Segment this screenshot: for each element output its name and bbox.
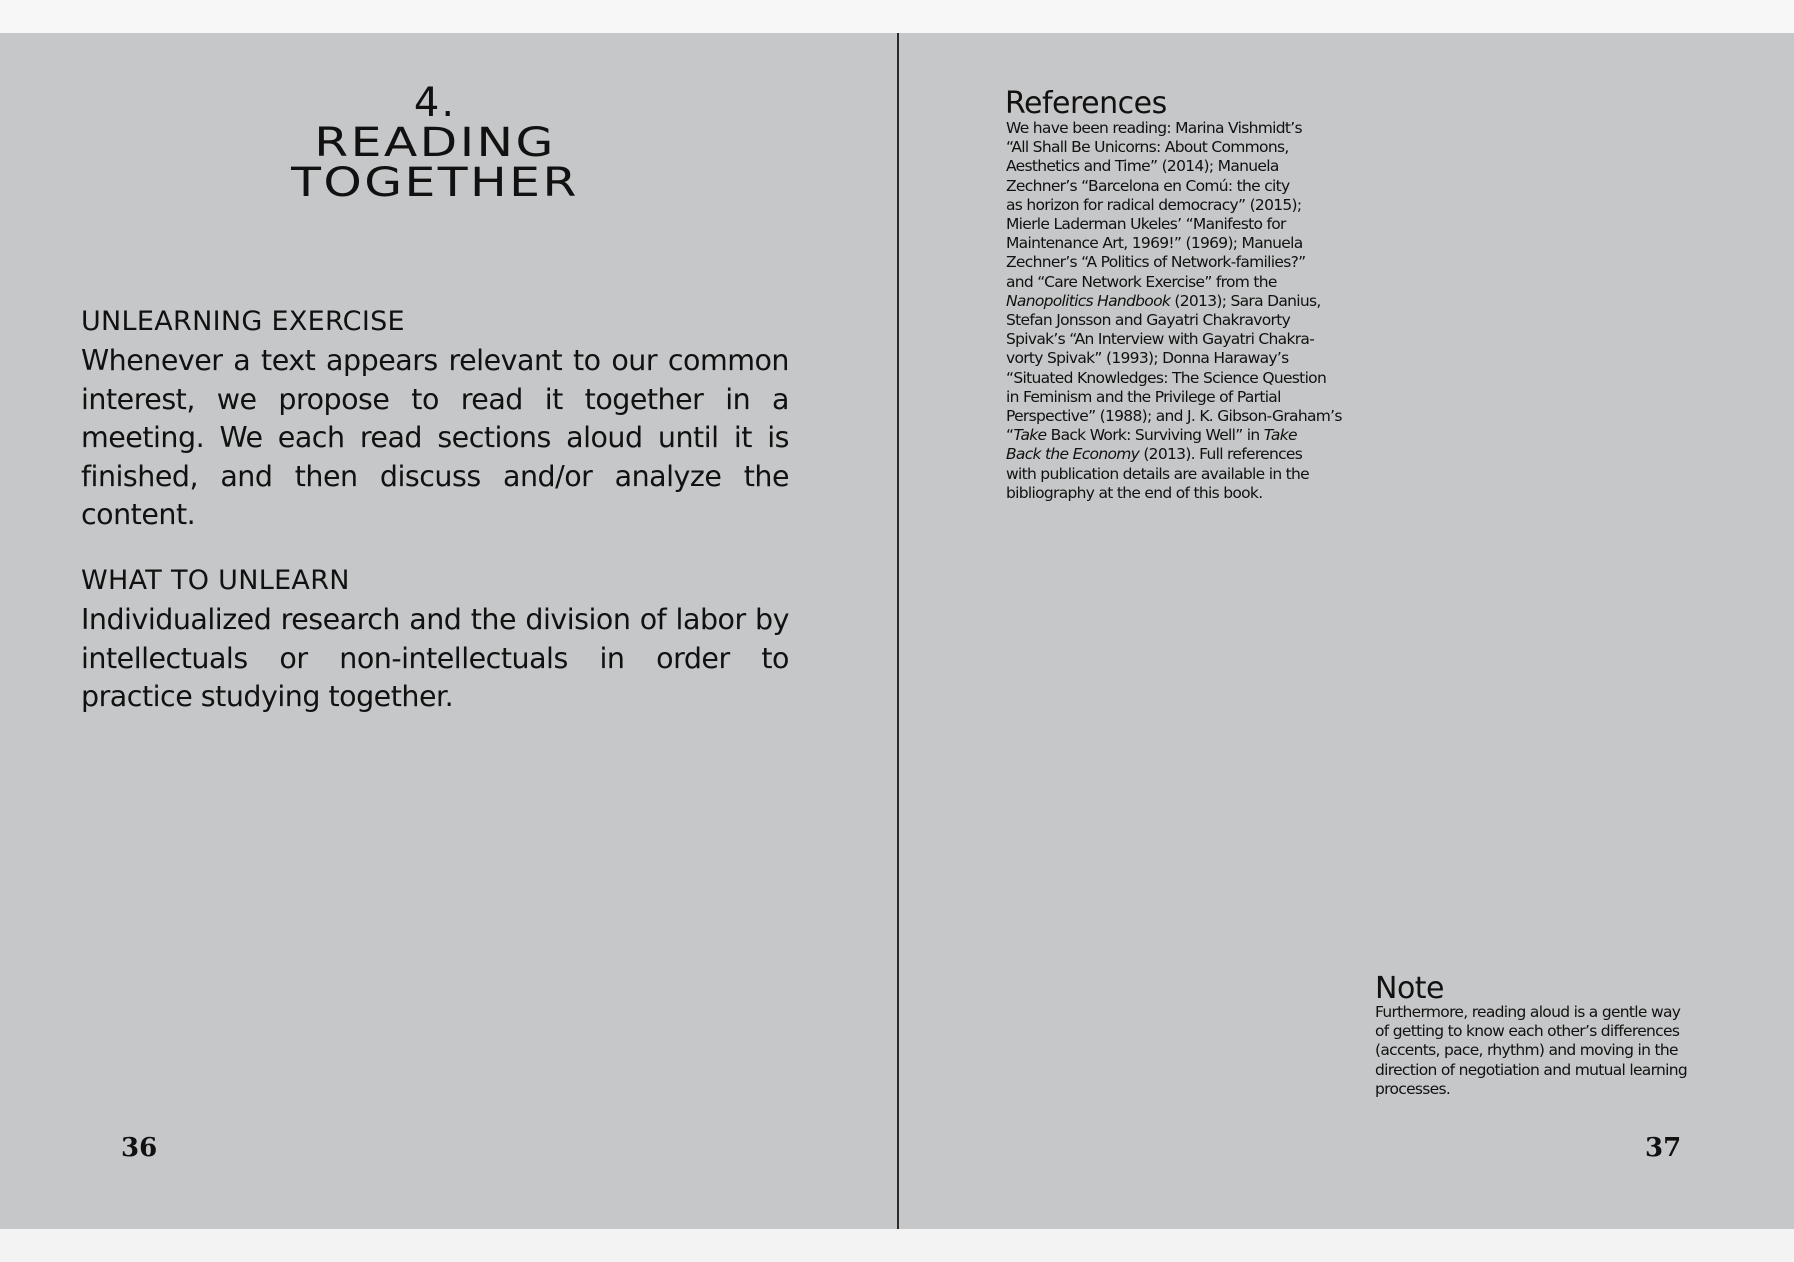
references-line: in Feminism and the Privilege of Partial (1006, 387, 1281, 406)
left-page (0, 33, 897, 1229)
book-title: Take (1013, 426, 1047, 445)
references-line: and “Care Network Exercise” from the (1006, 272, 1277, 291)
references-line: “Situated Knowledges: The Science Question (1006, 368, 1327, 387)
references-line: Aesthetics and Time” (2014); Manuela (1006, 157, 1279, 176)
references-line: Stefan Jonsson and Gayatri Chakravorty (1006, 311, 1291, 330)
references-line: Spivak’s “An Interview with Gayatri Chakra- (1006, 330, 1315, 349)
references-line: Perspective” (1988); and J. K. Gibson-Graham’s (1006, 407, 1342, 426)
book-title: Take (1263, 426, 1297, 445)
section-body-unlearning-exercise: Whenever a text appears relevant to our common interest, we propose to read it together in a meeting. We each read sections aloud until it is finished, and then discuss and/or analyze the content. (81, 344, 789, 531)
page-number-left: 36 (121, 1133, 158, 1163)
section-heading-unlearning-exercise: UNLEARNING EXERCISE (81, 306, 405, 337)
references-line: Maintenance Art, 1969!” (1969); Manuela (1006, 234, 1303, 253)
chapter-title-line-2: TOGETHER (291, 160, 579, 206)
references-line: bibliography at the end of this book. (1006, 483, 1263, 502)
references-heading: References (1005, 86, 1167, 121)
book-title: Back the Economy (1006, 445, 1140, 464)
references-line: We have been reading: Marina Vishmidt’s (1006, 119, 1302, 137)
references-body (1006, 119, 1346, 503)
references-line: with publication details are available in the (1006, 464, 1310, 483)
references-line: “Take Back Work: Surviving Well” in Take (1006, 426, 1297, 445)
references-line: vorty Spivak” (1993); Donna Haraway’s (1006, 349, 1289, 368)
viewer-bottom-strip (0, 1229, 1794, 1262)
note-body: Furthermore, reading aloud is a gentle way of getting to know each other’s differences (accents, pace, rhythm) and moving in the direction of negotiation and mutual learning processes. (1375, 1003, 1687, 1098)
references-line: as horizon for radical democracy” (2015); (1006, 195, 1302, 214)
references-line: “All Shall Be Unicorns: About Commons, (1006, 138, 1289, 157)
chapter-title (230, 80, 640, 206)
book-title: Nanopolitics Handbook (1006, 291, 1171, 310)
chapter-title-line-1: READING (314, 120, 556, 166)
page-number-right: 37 (1645, 1133, 1682, 1163)
references-line: Zechner’s “Barcelona en Comú: the city (1006, 176, 1290, 195)
right-page (899, 33, 1794, 1229)
references-line: Back the Economy (2013). Full references (1006, 445, 1303, 464)
section-body-what-to-unlearn: Individualized research and the division of labor by intellectuals or non-intellectuals in order to practice studying together. (81, 603, 789, 713)
section-heading-what-to-unlearn: WHAT TO UNLEARN (81, 565, 350, 596)
chapter-number: 4. (413, 80, 457, 126)
references-line: Mierle Laderman Ukeles’ “Manifesto for (1006, 215, 1286, 234)
references-line: Zechner’s “A Politics of Network-families?” (1006, 253, 1306, 272)
references-line: Nanopolitics Handbook (2013); Sara Danius, (1006, 291, 1321, 310)
note-heading: Note (1375, 971, 1445, 1006)
